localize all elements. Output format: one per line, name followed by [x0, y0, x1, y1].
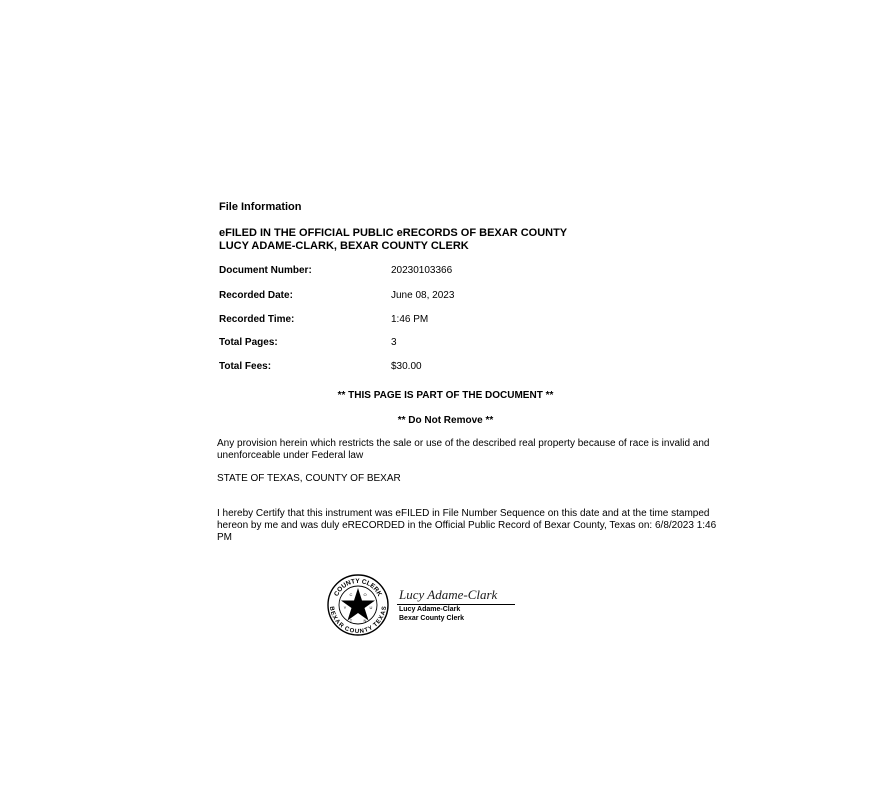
signature-line	[397, 604, 515, 605]
recorded-time-label: Recorded Time:	[219, 314, 295, 325]
do-not-remove-note: ** Do Not Remove **	[397, 415, 494, 426]
signature-text: Lucy Adame-Clark	[399, 587, 498, 602]
signer-name: Lucy Adame-Clark	[399, 606, 461, 613]
total-pages-value: 3	[391, 337, 397, 348]
recorded-date-value: June 08, 2023	[391, 290, 455, 301]
recorded-date-label: Recorded Date:	[219, 290, 293, 301]
total-fees-label: Total Fees:	[219, 361, 272, 372]
document-number-label: Document Number:	[219, 265, 312, 276]
total-pages-label: Total Pages:	[219, 337, 278, 348]
county-clerk-seal-icon	[327, 574, 389, 636]
state-county-line: STATE OF TEXAS, COUNTY OF BEXAR	[217, 473, 401, 484]
section-title: File Information	[219, 201, 302, 213]
header-line-2: LUCY ADAME-CLARK, BEXAR COUNTY CLERK	[219, 240, 469, 252]
page-note: ** THIS PAGE IS PART OF THE DOCUMENT **	[337, 390, 554, 401]
seal-bottom-text: BEXAR COUNTY TEXAS	[327, 606, 389, 636]
clerk-signature-icon	[397, 584, 527, 604]
seal-letter: U	[369, 605, 373, 610]
seal-letter: T	[349, 618, 353, 623]
header-line-1: eFILED IN THE OFFICIAL PUBLIC eRECORDS OF BEXAR COUNTY	[219, 227, 568, 239]
total-fees-value: $30.00	[391, 361, 422, 372]
seal-letter: N	[363, 618, 367, 623]
provision-text: Any provision herein which restricts the sale or use of the described real property because of race is invalid and unenforceable under Federal law	[217, 438, 710, 461]
recorded-time-value: 1:46 PM	[391, 314, 429, 325]
signer-title: Bexar County Clerk	[399, 615, 464, 622]
seal-letter: O	[363, 592, 367, 597]
seal-letter: Y	[343, 605, 347, 610]
seal-letter: C	[349, 592, 353, 597]
seal-top-text: COUNTY CLERK	[333, 577, 383, 598]
document-number-value: 20230103366	[391, 265, 453, 276]
certification-text: I hereby Certify that this instrument was eFILED in File Number Sequence on this date and at the time stamped hereon by me and was duly eRECORDED in the Official Public Record of Bexar County, Texas on: 6/8/2023 1:46 PM	[217, 508, 717, 543]
